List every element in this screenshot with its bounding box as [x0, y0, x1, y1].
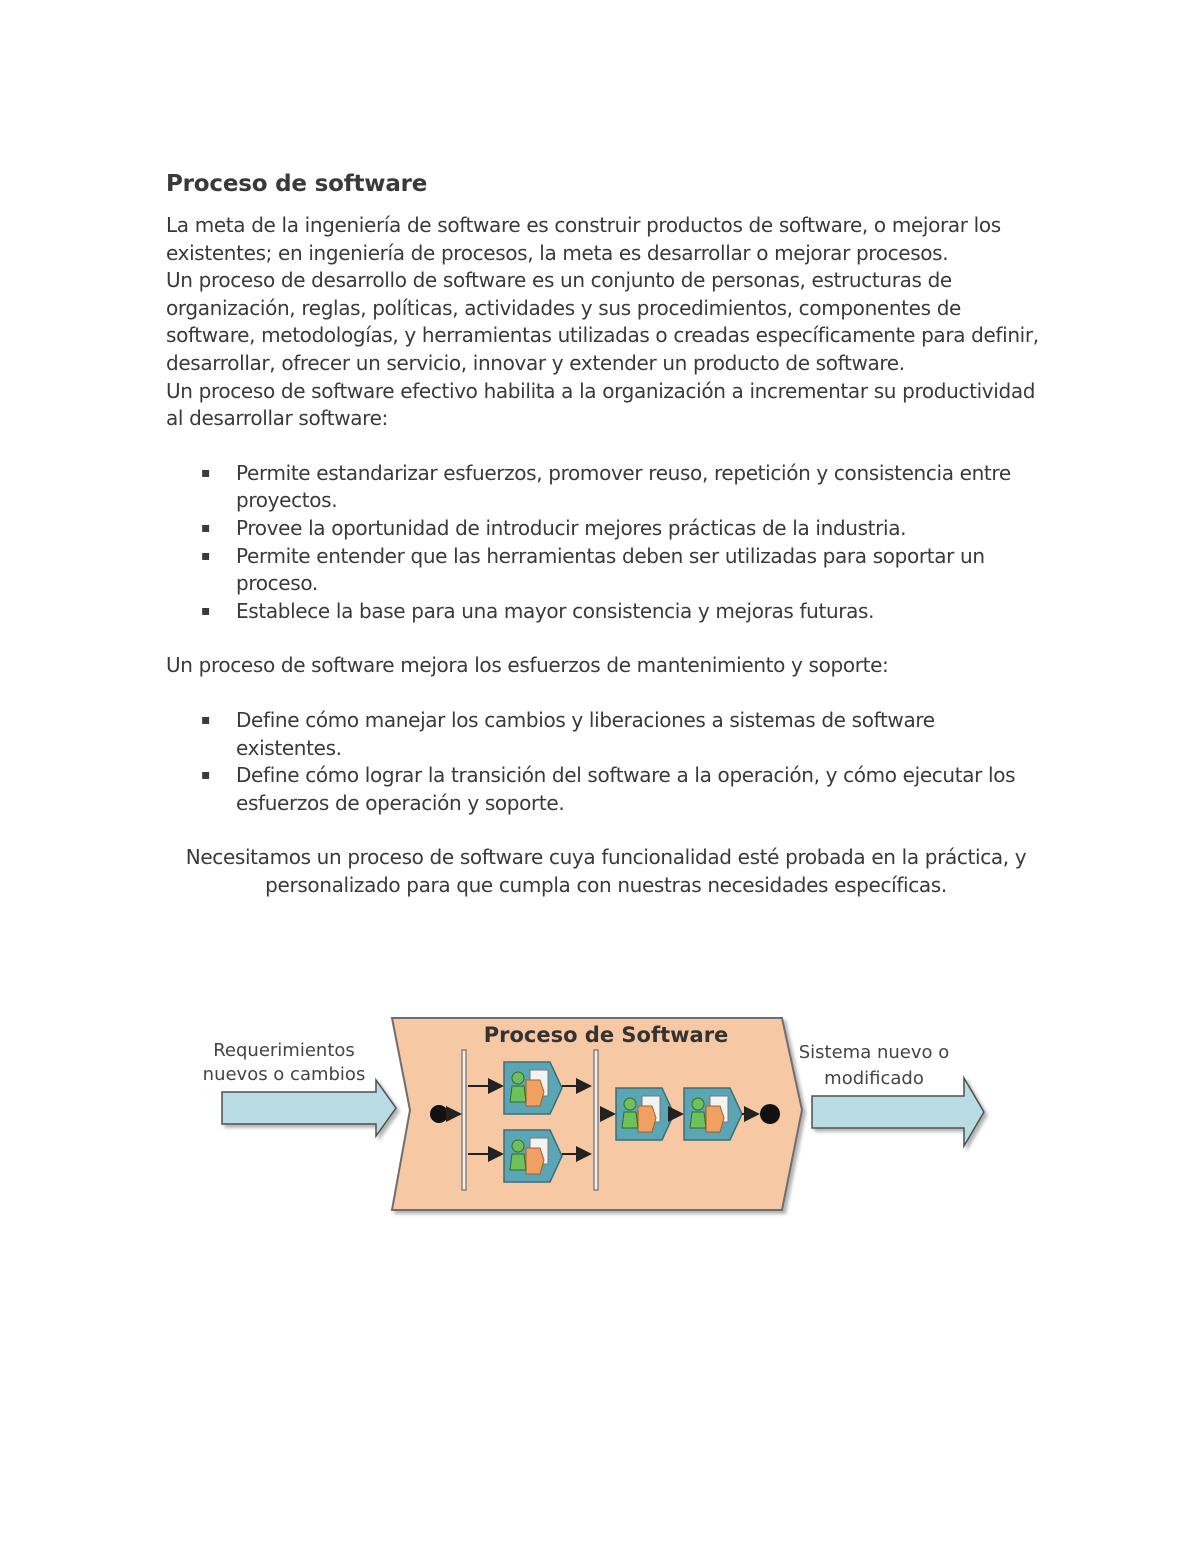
input-label-line2: nuevos o cambios [202, 1064, 366, 1085]
productivity-list [166, 460, 1046, 626]
input-label-line1: Requerimientos [213, 1040, 355, 1061]
spacer [166, 433, 1046, 460]
spacer [166, 680, 1046, 707]
activity-icon [504, 1062, 562, 1114]
list-item: ▪ Define cómo lograr la transición del software a la operación, y cómo ejecutar los esfuerzos de operación y soporte. [201, 763, 1016, 815]
bullet-icon: ▪ [201, 711, 211, 728]
list-item: ▪ Provee la oportunidad de introducir mejores prácticas de la industria. [236, 515, 1046, 543]
bullet-icon: ▪ [201, 767, 211, 784]
process-title: Proceso de Software [483, 1023, 729, 1047]
bullet-icon: ▪ [201, 547, 211, 564]
end-node-icon [760, 1104, 780, 1124]
paragraph-definition: Un proceso de desarrollo de software es un conjunto de personas, estructuras de organización, reglas, políticas, actividades y sus procedimientos, componentes de software, metodologías, y herramientas utilizadas o creadas específicamente para definir, desarrollar, ofrecer un servicio, innovar y extender un producto de software. [166, 268, 1039, 375]
start-node-icon [430, 1105, 448, 1123]
maintenance-list [166, 707, 1046, 817]
list-item: ▪ Permite estandarizar esfuerzos, promover reuso, repetición y consistencia entre proyectos. [201, 460, 1011, 513]
document-page [166, 168, 1046, 899]
process-diagram-svg [196, 1010, 996, 1225]
output-label-line2: modificado [824, 1068, 924, 1089]
join-bar [594, 1050, 598, 1190]
list-item: ▪ Establece la base para una mayor consistencia y mejoras futuras. [236, 598, 1046, 626]
list-item: ▪ Permite entender que las herramientas deben ser utilizadas para soportar un proceso. [201, 543, 985, 596]
bullet-icon: ▪ [201, 464, 211, 481]
input-arrow [222, 1080, 396, 1136]
spacer [166, 817, 1046, 844]
activity-icon [616, 1088, 674, 1140]
paragraph-productivity: Un proceso de software efectivo habilita a la organización a incrementar su productividad al desarrollar software: [166, 378, 1036, 431]
page-title: Proceso de software [166, 171, 428, 197]
output-label-line1: Sistema nuevo o [798, 1042, 950, 1063]
bullet-icon: ▪ [201, 519, 211, 536]
bullet-icon: ▪ [201, 602, 211, 619]
software-process-diagram [196, 1010, 996, 1225]
paragraph-maintenance: Un proceso de software mejora los esfuerzos de mantenimiento y soporte: [166, 653, 889, 678]
activity-icon [684, 1088, 742, 1140]
centered-note: Necesitamos un proceso de software cuya funcionalidad esté probada en la práctica, y personalizado para que cumpla con nuestras necesidades específicas. [185, 845, 1027, 897]
list-item: ▪ Define cómo manejar los cambios y liberaciones a sistemas de software existentes. [201, 707, 935, 760]
paragraph-goal: La meta de la ingeniería de software es construir productos de software, o mejorar los existentes; en ingeniería de procesos, la meta es desarrollar o mejorar procesos. [166, 213, 1001, 265]
activity-icon [504, 1130, 562, 1182]
fork-bar [462, 1050, 466, 1190]
spacer [166, 625, 1046, 652]
